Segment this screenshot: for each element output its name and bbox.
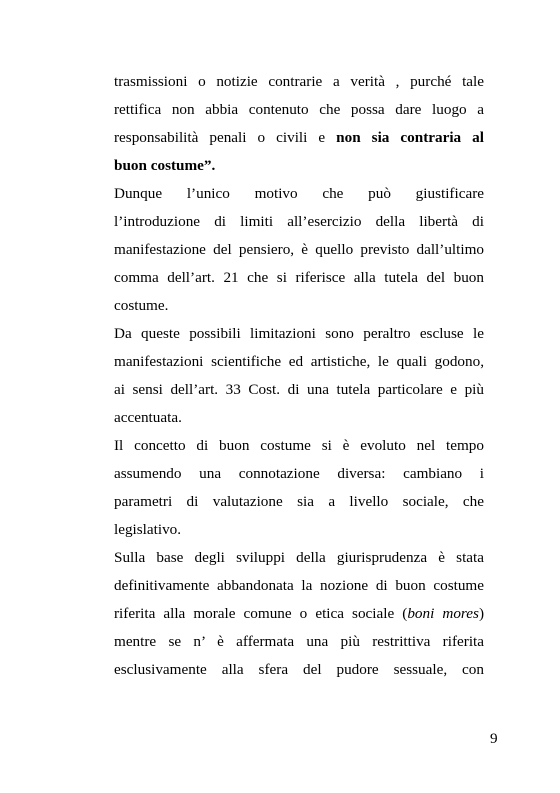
- text-line-15: assumendo una connotazione diversa: cambiano i: [114, 465, 484, 482]
- text-line-8: comma dell’art. 21 che si riferisce alla tutela del buon: [114, 269, 484, 286]
- text-line-17: legislativo.: [114, 521, 182, 538]
- text-line-18: Sulla base degli sviluppi della giurisprudenza è stata: [114, 549, 484, 566]
- text-line-1: trasmissioni o notizie contrarie a verità , purché tale: [114, 73, 484, 90]
- text-line-7: manifestazione del pensiero, è quello previsto dall’ultimo: [114, 241, 484, 258]
- text-line-22: esclusivamente alla sfera del pudore sessuale, con: [114, 661, 484, 678]
- text-line-21: mentre se n’ è affermata una più restrittiva riferita: [114, 633, 484, 650]
- text-line-2: rettifica non abbia contenuto che possa dare luogo a: [114, 101, 484, 118]
- text-line-19: definitivamente abbandonata la nozione di buon costume: [114, 577, 484, 594]
- text-line-4: [114, 152, 484, 180]
- bold-text: buon costume”.: [114, 157, 216, 174]
- body-text: [114, 68, 484, 684]
- text-line-16: parametri di valutazione sia a livello sociale, che: [114, 493, 484, 510]
- text-line-14: Il concetto di buon costume si è evoluto nel tempo: [114, 437, 484, 454]
- text-line-3: responsabilità penali o civili e non sia contraria al: [114, 129, 484, 146]
- italic-text: boni mores: [407, 605, 479, 622]
- text-line-9: costume.: [114, 297, 169, 314]
- text-line-10: Da queste possibili limitazioni sono peraltro escluse le: [114, 325, 484, 342]
- text-line-20: riferita alla morale comune o etica sociale (boni mores): [114, 605, 484, 622]
- text-line-5: Dunque l’unico motivo che può giustificare: [114, 185, 484, 202]
- text-line-6: l’introduzione di limiti all’esercizio della libertà di: [114, 213, 484, 230]
- text-line-12: ai sensi dell’art. 33 Cost. di una tutela particolare e più: [114, 381, 484, 398]
- text-line-13: accentuata.: [114, 409, 182, 426]
- page-number: 9: [490, 730, 498, 747]
- bold-text: non sia contraria al: [336, 129, 484, 146]
- text-line-11: manifestazioni scientifiche ed artistiche, le quali godono,: [114, 353, 484, 370]
